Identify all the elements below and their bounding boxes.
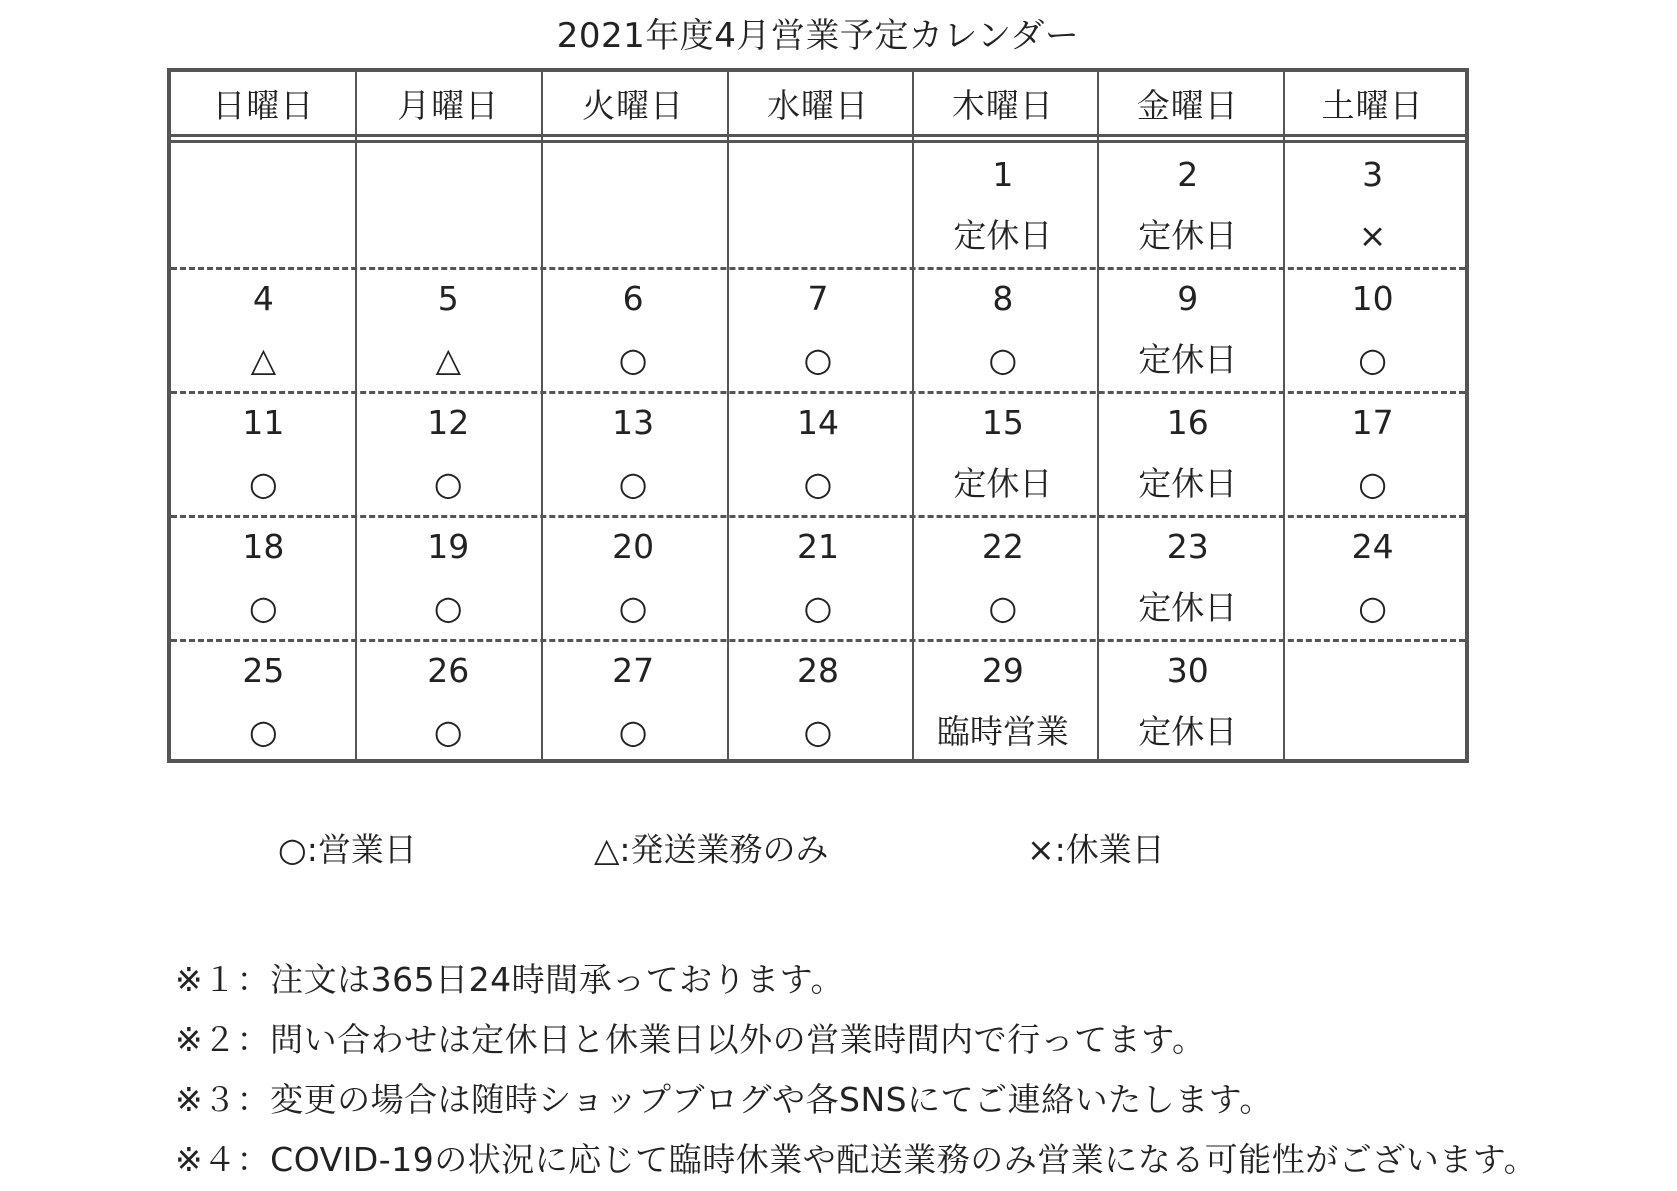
day-cell — [910, 391, 1095, 515]
day-cell — [356, 639, 541, 763]
day-status: ○ — [618, 464, 648, 503]
legend-open: ○:営業日 — [278, 830, 417, 869]
day-status: △ — [250, 340, 277, 379]
legend-shipping-only: △:発送業務のみ — [594, 830, 829, 869]
week-row-4 — [171, 515, 1465, 639]
day-number: 16 — [1166, 403, 1209, 442]
day-number: 10 — [1351, 279, 1394, 318]
day-status: 定休日 — [1138, 588, 1238, 627]
day-number: 13 — [612, 403, 655, 442]
weekday-thursday: 木曜日 — [951, 85, 1054, 125]
note-4: ※４：COVID-19の状況に応じて臨時休業や配送業務のみ営業になる可能性がございます。 — [175, 1140, 1538, 1179]
day-number: 14 — [797, 403, 839, 442]
column-divider — [355, 72, 357, 759]
day-status: 定休日 — [1138, 464, 1238, 503]
day-number: 22 — [981, 527, 1024, 566]
day-cell — [356, 391, 541, 515]
day-number: 5 — [437, 279, 459, 318]
day-status: ○ — [803, 588, 833, 627]
day-cell — [1280, 515, 1465, 639]
note-1: ※１：注文は365日24時間承っております。 — [175, 960, 844, 999]
day-number: 1 — [992, 155, 1014, 194]
day-status: 臨時営業 — [936, 712, 1069, 751]
day-number: 28 — [797, 651, 839, 690]
day-status: ○ — [249, 464, 278, 503]
weekday-wednesday: 水曜日 — [767, 85, 869, 125]
day-status: 定休日 — [1138, 712, 1238, 751]
day-status: ○ — [249, 712, 278, 751]
day-cell — [541, 391, 726, 515]
week-row-3 — [171, 391, 1465, 515]
day-number: 6 — [622, 279, 644, 318]
header-divider-top — [171, 134, 1465, 137]
week-row-5 — [171, 639, 1465, 763]
day-status: ○ — [1358, 588, 1387, 627]
day-cell — [1280, 267, 1465, 391]
day-number: 25 — [242, 651, 285, 690]
day-number: 4 — [252, 279, 274, 318]
day-cell — [910, 639, 1095, 763]
day-number: 11 — [242, 403, 285, 442]
day-cell — [1095, 391, 1280, 515]
column-divider — [1097, 72, 1099, 759]
day-number: 12 — [427, 403, 470, 442]
day-status: ○ — [988, 340, 1018, 379]
day-status: ○ — [249, 588, 278, 627]
day-cell — [910, 143, 1095, 267]
weekday-saturday: 土曜日 — [1321, 85, 1424, 125]
day-cell — [726, 143, 911, 267]
day-number: 17 — [1351, 403, 1394, 442]
day-number: 30 — [1166, 651, 1209, 690]
weekday-monday: 月曜日 — [397, 85, 500, 125]
day-cell — [1095, 639, 1280, 763]
day-cell — [356, 143, 541, 267]
day-cell — [171, 515, 356, 639]
day-cell — [1095, 267, 1280, 391]
day-cell — [726, 515, 911, 639]
day-number: 26 — [427, 651, 470, 690]
day-status: × — [1358, 216, 1387, 255]
page-title: 2021年度4月営業予定カレンダー — [556, 16, 1080, 56]
day-number: 15 — [981, 403, 1024, 442]
day-cell — [356, 515, 541, 639]
day-cell — [1280, 143, 1465, 267]
day-status: ○ — [988, 588, 1018, 627]
column-divider — [541, 72, 543, 759]
day-number: 21 — [797, 527, 839, 566]
day-number: 23 — [1166, 527, 1209, 566]
day-status: ○ — [803, 464, 833, 503]
day-cell — [171, 391, 356, 515]
day-cell — [541, 515, 726, 639]
day-cell — [356, 267, 541, 391]
day-status: ○ — [433, 464, 463, 503]
note-2: ※２：問い合わせは定休日と休業日以外の営業時間内で行ってます。 — [175, 1020, 1206, 1059]
day-status: ○ — [433, 588, 463, 627]
day-number: 27 — [612, 651, 655, 690]
week-row-2 — [171, 267, 1465, 391]
day-status: ○ — [618, 340, 648, 379]
day-status: ○ — [803, 712, 833, 751]
calendar-table — [167, 68, 1469, 763]
day-number: 3 — [1362, 155, 1384, 194]
day-cell — [1280, 639, 1465, 763]
day-cell — [726, 391, 911, 515]
day-number: 18 — [242, 527, 285, 566]
day-cell — [171, 267, 356, 391]
day-cell — [541, 639, 726, 763]
day-number: 9 — [1177, 279, 1199, 318]
week-row-1 — [171, 143, 1465, 267]
day-cell — [541, 267, 726, 391]
day-cell — [910, 267, 1095, 391]
day-cell — [1280, 391, 1465, 515]
column-divider — [912, 72, 914, 759]
day-number: 29 — [981, 651, 1024, 690]
day-number: 2 — [1177, 155, 1199, 194]
day-status: 定休日 — [1138, 216, 1238, 255]
day-status: △ — [435, 340, 461, 379]
weekday-sunday: 日曜日 — [212, 85, 315, 125]
day-cell — [1095, 143, 1280, 267]
legend-closed: ×:休業日 — [1027, 830, 1165, 869]
note-3: ※３：変更の場合は随時ショップブログや各SNSにてご連絡いたします。 — [175, 1080, 1273, 1119]
day-status: 定休日 — [953, 216, 1053, 255]
day-status: ○ — [1358, 464, 1387, 503]
day-cell — [541, 143, 726, 267]
column-divider — [1283, 72, 1285, 759]
day-status: ○ — [433, 712, 463, 751]
day-number: 19 — [427, 527, 470, 566]
day-cell — [726, 639, 911, 763]
day-number: 20 — [612, 527, 655, 566]
day-cell — [171, 143, 356, 267]
day-cell — [910, 515, 1095, 639]
day-status: 定休日 — [953, 464, 1053, 503]
weekday-header-row — [171, 72, 1465, 134]
day-status: ○ — [618, 588, 648, 627]
day-number: 24 — [1351, 527, 1394, 566]
day-status: 定休日 — [1138, 340, 1238, 379]
day-cell — [726, 267, 911, 391]
day-status: ○ — [618, 712, 648, 751]
day-number: 7 — [807, 279, 829, 318]
column-divider — [727, 72, 729, 759]
weekday-friday: 金曜日 — [1136, 85, 1239, 125]
day-status: ○ — [803, 340, 833, 379]
day-cell — [1095, 515, 1280, 639]
day-status: ○ — [1358, 340, 1387, 379]
weekday-tuesday: 火曜日 — [582, 85, 685, 125]
day-number: 8 — [992, 279, 1014, 318]
day-cell — [171, 639, 356, 763]
